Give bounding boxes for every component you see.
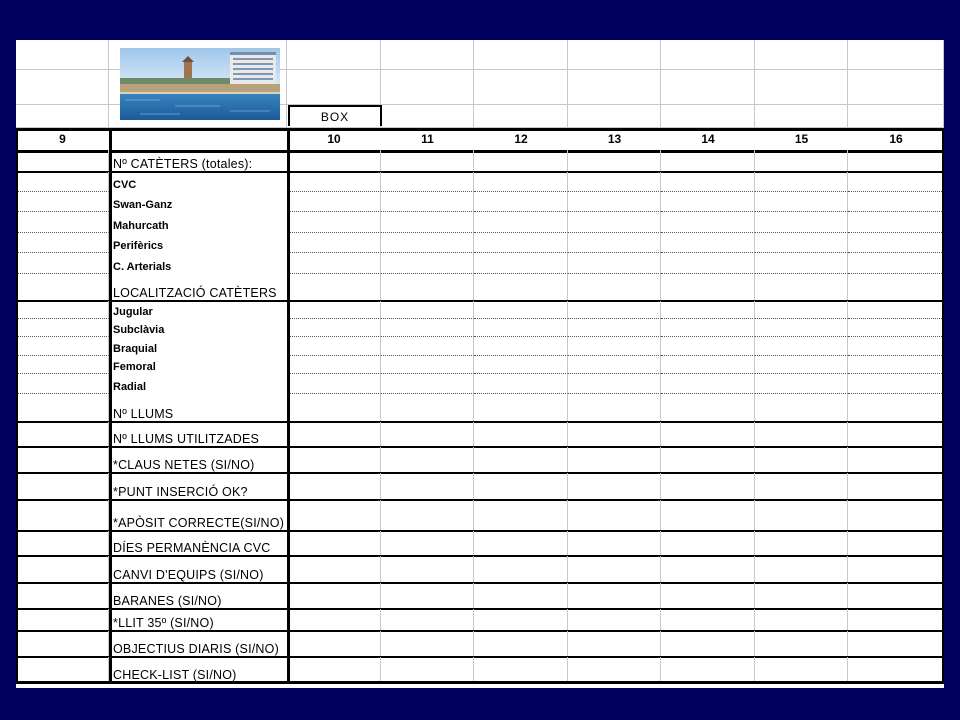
row-label: DÍES PERMANÈNCIA CVC — [113, 541, 271, 555]
column-number-12: 12 — [514, 132, 528, 146]
blank-cell — [381, 70, 474, 105]
spreadsheet — [16, 40, 944, 688]
row-label: *APÒSIT CORRECTE(SI/NO) — [113, 516, 285, 530]
row-label: LOCALITZACIÓ CATÈTERS — [113, 286, 277, 300]
row-label: *CLAUS NETES (SI/NO) — [113, 458, 255, 472]
row-label: CANVI D'EQUIPS (SI/NO) — [113, 568, 264, 582]
blank-cell — [16, 70, 109, 105]
column-number-11: 11 — [421, 132, 434, 146]
blank-cell — [16, 40, 109, 70]
row-label: Nº CATÈTERS (totales): — [113, 157, 253, 171]
row-label: Nº LLUMS UTILITZADES — [113, 432, 260, 446]
column-number-15: 15 — [794, 132, 809, 146]
blank-cell — [848, 40, 944, 70]
row-label: *PUNT INSERCIÓ OK? — [113, 485, 248, 499]
column-number-16: 16 — [889, 132, 903, 146]
blank-cell — [287, 40, 381, 70]
row-label: Swan-Ganz — [113, 199, 173, 211]
box-label: BOX — [288, 105, 382, 126]
row-label: Subclàvia — [113, 324, 165, 336]
row-label: OBJECTIUS DIARIS (SI/NO) — [113, 642, 279, 656]
blank-cell — [474, 40, 568, 70]
row-label: CVC — [113, 179, 137, 191]
row-label: Mahurcath — [113, 220, 169, 232]
row-label: C. Arterials — [113, 261, 172, 273]
column-number-9: 9 — [59, 132, 66, 146]
row-label: *LLIT 35º (SI/NO) — [113, 616, 214, 630]
blank-cell — [755, 70, 848, 105]
table-outline — [16, 128, 944, 683]
row-label: Nº LLUMS — [113, 407, 174, 421]
blank-cell — [661, 40, 755, 70]
blank-cell — [381, 40, 474, 70]
blank-cell — [661, 70, 755, 105]
seaside-hospital-photo — [120, 48, 280, 120]
column-number-10: 10 — [327, 132, 341, 146]
row-label: Femoral — [113, 361, 156, 373]
blank-cell — [755, 105, 848, 128]
blank-cell — [474, 105, 568, 128]
blank-cell — [568, 70, 661, 105]
row-label: Jugular — [113, 306, 153, 318]
blank-cell — [568, 40, 661, 70]
blank-cell — [568, 105, 661, 128]
blank-cell — [474, 70, 568, 105]
blank-cell — [661, 105, 755, 128]
row-label: Perifèrics — [113, 240, 164, 252]
blank-cell — [16, 105, 109, 128]
column-number-13: 13 — [607, 132, 622, 146]
blank-cell — [287, 70, 381, 105]
row-label: Braquial — [113, 343, 158, 355]
blank-cell — [848, 105, 944, 128]
column-number-14: 14 — [701, 132, 715, 146]
blank-cell — [848, 70, 944, 105]
blank-cell — [755, 40, 848, 70]
blank-cell — [381, 105, 474, 128]
spreadsheet-grid — [16, 40, 944, 688]
row-label: BARANES (SI/NO) — [113, 594, 222, 608]
row-label: CHECK-LIST (SI/NO) — [113, 668, 237, 682]
row-label: Radial — [113, 381, 147, 393]
